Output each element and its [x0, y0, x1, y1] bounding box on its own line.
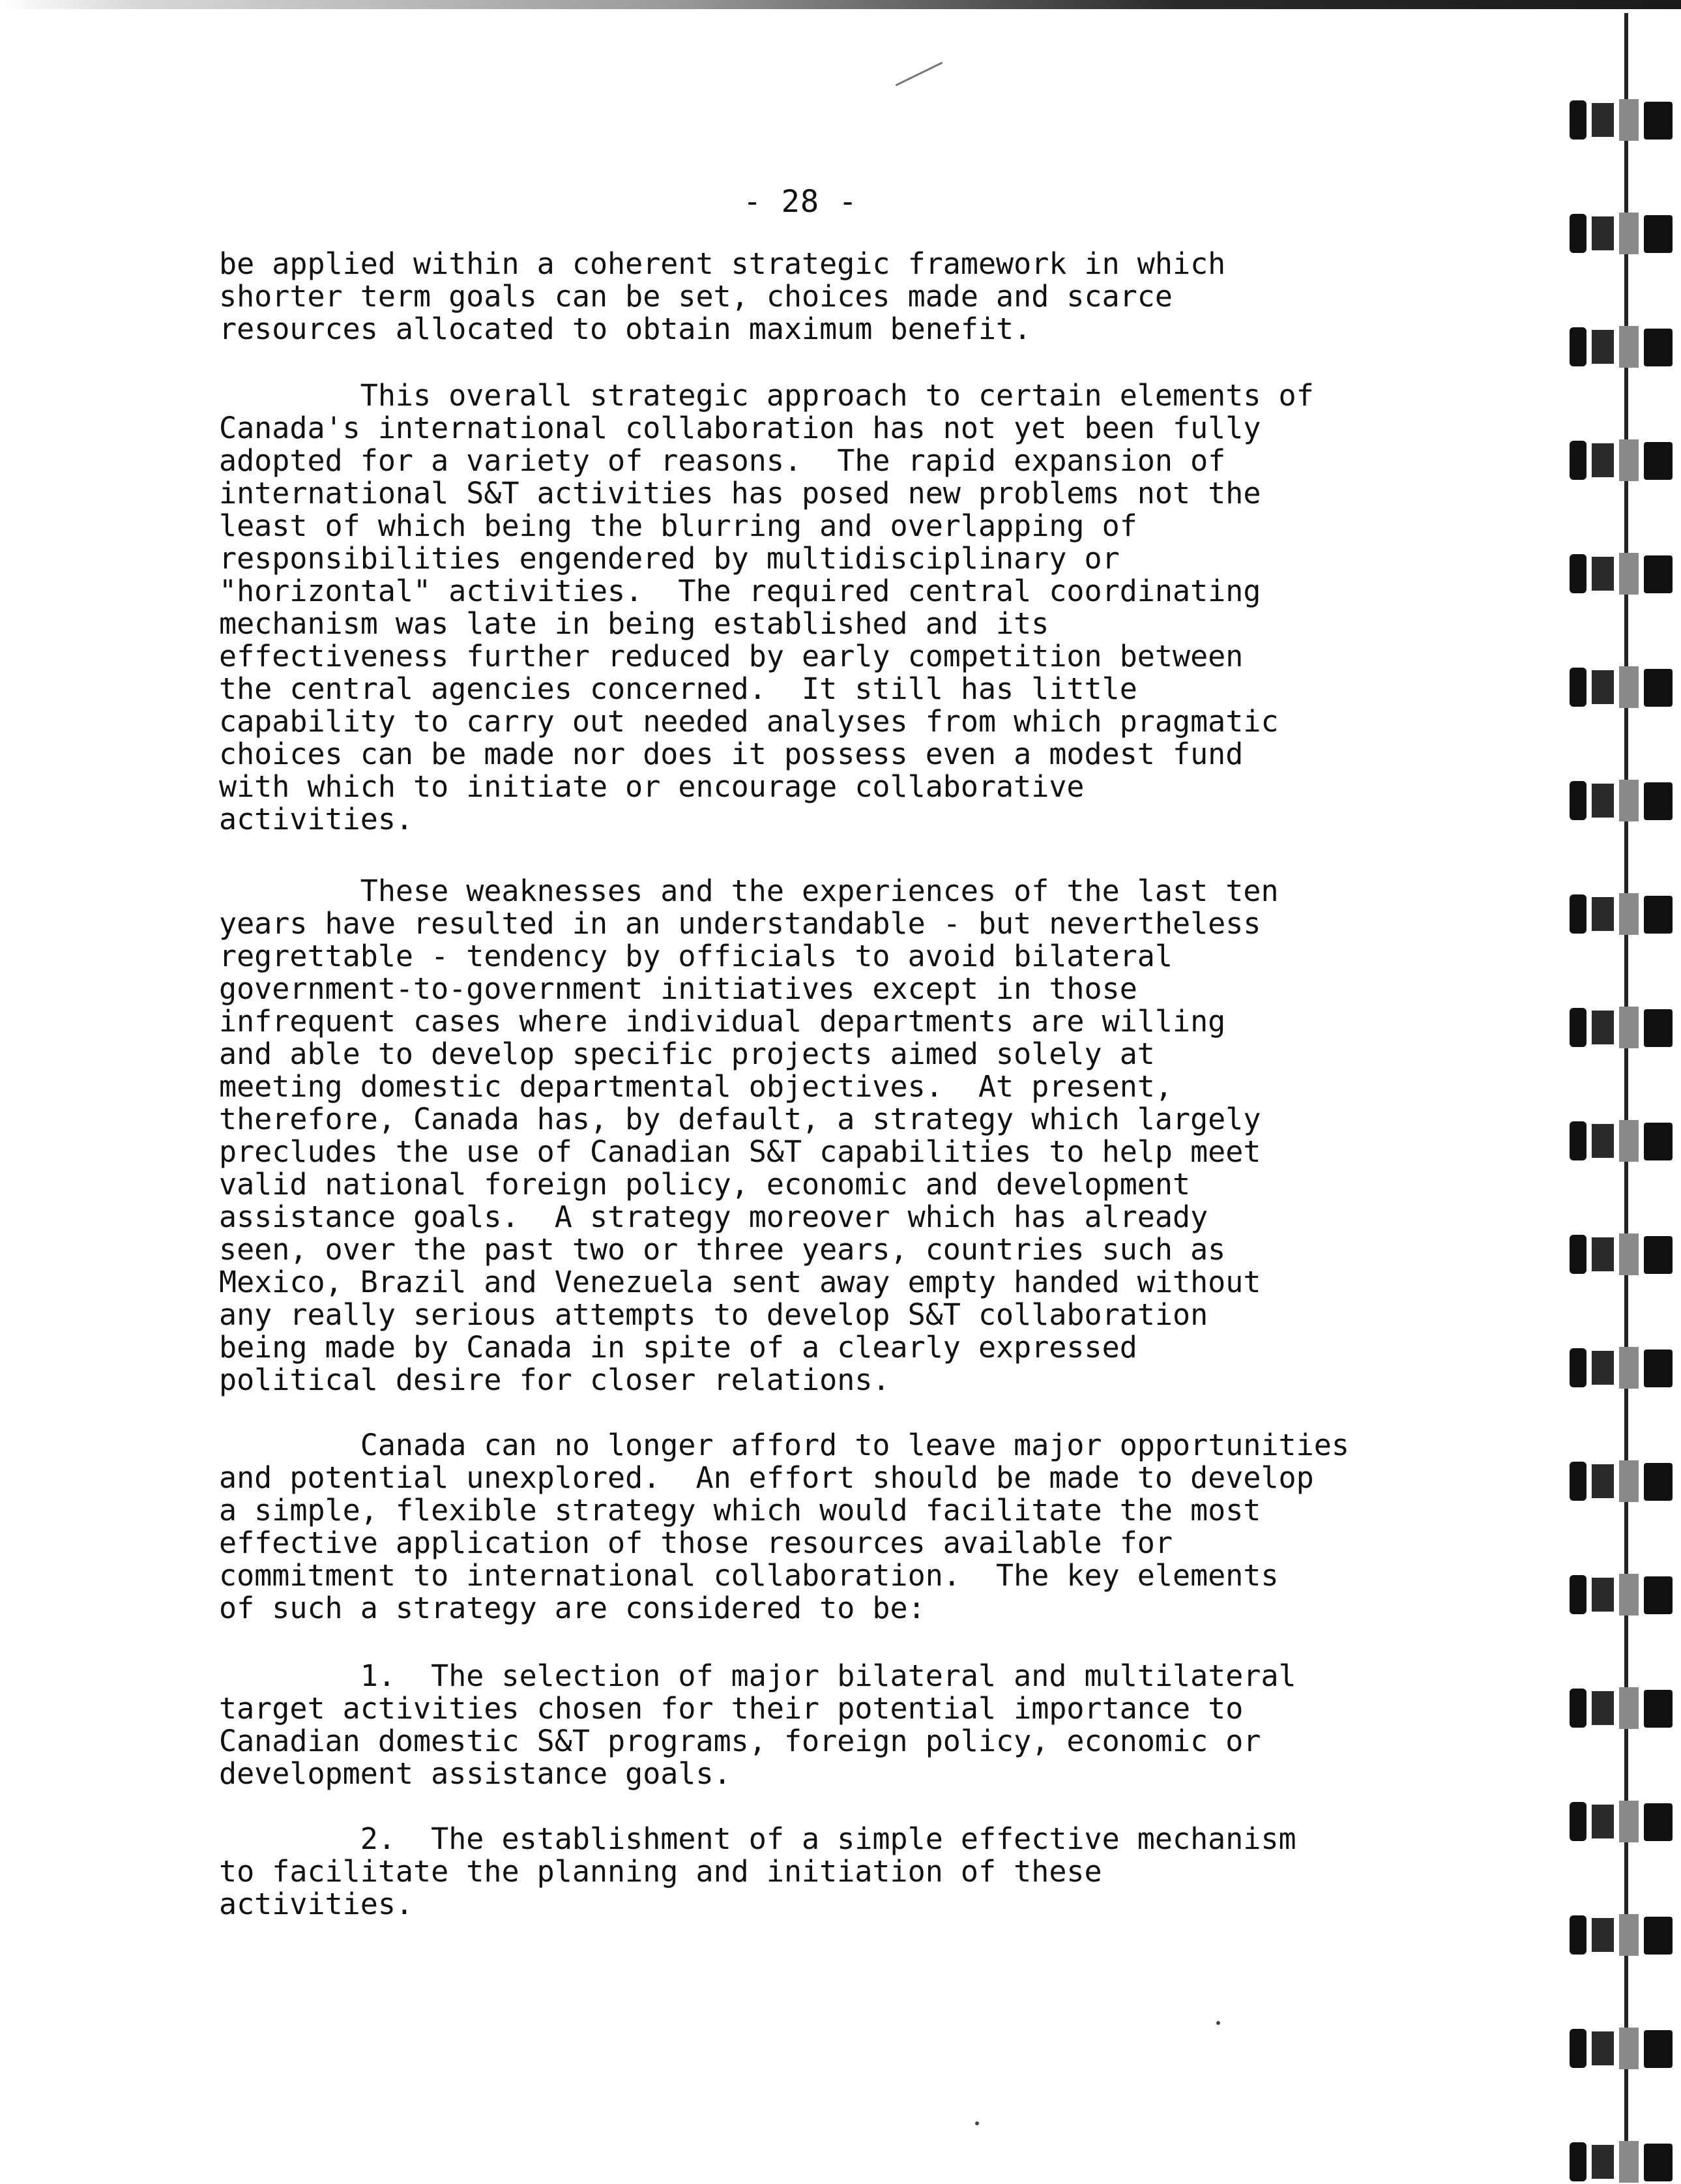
binding-ring — [1564, 2140, 1681, 2184]
binding-ring — [1564, 1459, 1681, 1503]
binding-ring — [1564, 1005, 1681, 1050]
scan-speck — [975, 2121, 979, 2125]
stray-pen-mark — [895, 62, 943, 87]
binding-ring — [1564, 2026, 1681, 2071]
list-item-2: 2. The establishment of a simple effective mechanism to facilitate the planning and initiation of these activities. — [219, 1822, 1296, 1921]
binding-ring — [1564, 438, 1681, 482]
binding-ring — [1564, 1232, 1681, 1276]
binding-ring — [1564, 892, 1681, 936]
scan-top-edge — [0, 0, 1681, 9]
binding-ring — [1564, 1119, 1681, 1163]
binding-ring — [1564, 98, 1681, 142]
binding-ring — [1564, 1686, 1681, 1730]
binding-ring — [1564, 665, 1681, 709]
binding-ring — [1564, 325, 1681, 369]
spiral-binding — [1564, 13, 1681, 2163]
paragraph-weaknesses: These weaknesses and the experiences of the last ten years have resulted in an understandable - but nevertheless regrettable - tendency by officials to avoid bilateral government-to-government initiatives except in those infrequent cases where individual departments are willing and able to develop specific projects aimed solely at meeting domestic departmental objectives. At present, therefore, Canada has, by default, a strategy which largely precludes the use of Canadian S&T capabilities to help meet valid national foreign policy, economic and development assistance goals. A strategy moreover which has already seen, over the past two or three years, countries such as Mexico, Brazil and Venezuela sent away empty handed without any really serious attempts to develop S&T collaboration being made by Canada in spite of a clearly expressed political desire for closer relations. — [219, 874, 1279, 1397]
scan-speck — [1216, 2021, 1220, 2025]
paragraph-continuation: be applied within a coherent strategic framework in which shorter term goals can be set, choices made and scarce resources allocated to obtain maximum benefit. — [219, 246, 1226, 346]
binding-ring — [1564, 552, 1681, 596]
list-item-1: 1. The selection of major bilateral and multilateral target activities chosen for their potential importance to Canadian domestic S&T programs, foreign policy, economic or development assistance goals. — [219, 1659, 1296, 1791]
binding-ring — [1564, 1572, 1681, 1617]
paragraph-strategic-approach: This overall strategic approach to certain elements of Canada's international collaboration has not yet been fully adopted for a variety of reasons. The rapid expansion of international S&T activities has posed new problems not the least of which being the blurring and overlapping of responsibilities engendered by multidisciplinary or "horizontal" activities. The required central coordinating mechanism was late in being established and its effectiveness further reduced by early competition between the central agencies concerned. It still has little capability to carry out needed analyses from which pragmatic choices can be made nor does it possess even a modest fund with which to initiate or encourage collaborative activities. — [219, 378, 1314, 836]
binding-ring — [1564, 778, 1681, 823]
paragraph-opportunities: Canada can no longer afford to leave major opportunities and potential unexplored. An effort should be made to develop a simple, flexible strategy which would facilitate the most effective application of those resources available for commitment to international collaboration. The key elements of such a strategy are considered to be: — [219, 1428, 1349, 1625]
binding-ring — [1564, 1799, 1681, 1844]
binding-ring — [1564, 211, 1681, 256]
binding-ring — [1564, 1913, 1681, 1957]
page-number: - 28 - — [743, 184, 858, 220]
binding-ring — [1564, 1346, 1681, 1390]
